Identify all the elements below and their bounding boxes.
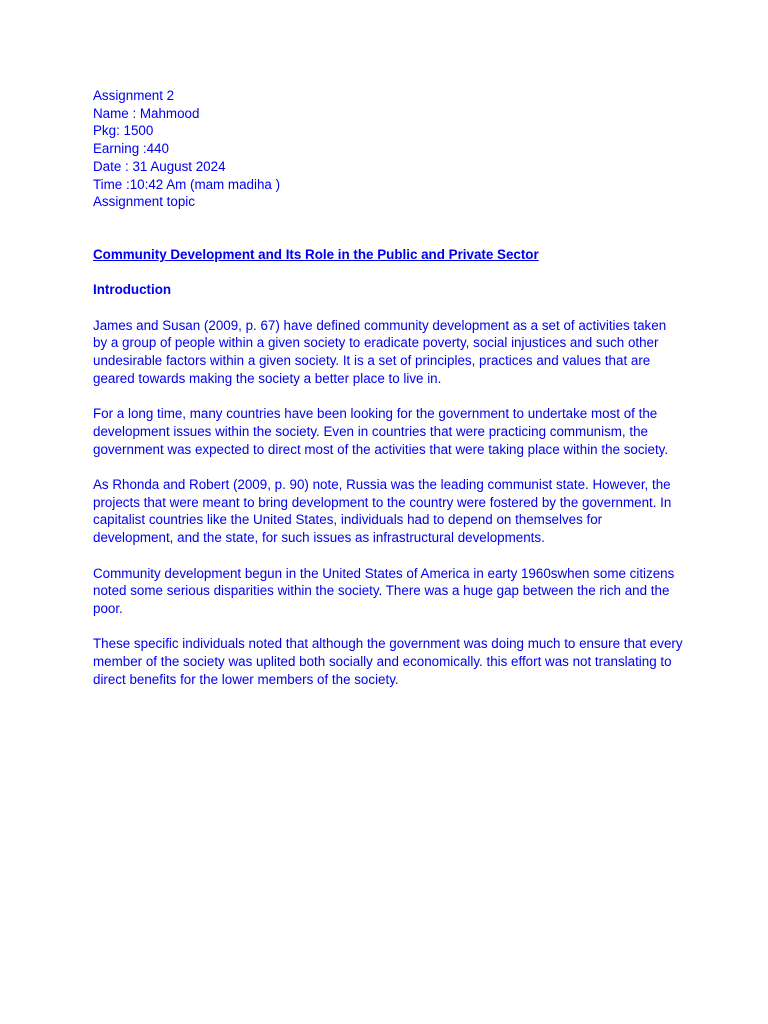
assignment-topic-label: Assignment topic (93, 194, 195, 210)
paragraph-benefits-gap: These specific individuals noted that although the government was doing much to ensure that every member of the society was uplited both socially and economically. this effort was not translating to direct benefits for the lower members of the society. (93, 636, 683, 687)
paragraph-us-origins: Community development begun in the United States of America in earty 1960swhen some citizens noted some serious disparities within the society. There was a huge gap between the rich and the poor. (93, 565, 675, 616)
introduction-heading: Introduction (93, 282, 172, 298)
document-title: Community Development and Its Role in the Public and Private Sector (93, 246, 539, 262)
package-amount: Pkg: 1500 (93, 123, 154, 139)
student-name: Name : Mahmood (93, 105, 200, 121)
assignment-date: Date : 31 August 2024 (93, 158, 226, 174)
earning-amount: Earning :440 (93, 141, 169, 157)
paragraph-definition: James and Susan (2009, p. 67) have defined community development as a set of activities taken by a group of people within a given society to eradicate poverty, social injustices and such other undesirable factors within a given society. It is a set of principles, practices and values that are geared towards making the society a better place to live in. (93, 317, 667, 386)
assignment-header (93, 87, 683, 211)
paragraph-government-role: For a long time, many countries have been looking for the government to undertake most of the development issues within the society. Even in countries that were practicing communism, the government was expected to direct most of the activities that were taking place within the society. (93, 406, 669, 457)
assignment-number: Assignment 2 (93, 88, 175, 103)
paragraph-russia-comparison: As Rhonda and Robert (2009, p. 90) note, Russia was the leading communist state. However, the projects that were meant to bring development to the country were fostered by the government. In capitalist countries like the United States, individuals had to depend on themselves for development, and the state, for such issues as infrastructural developments. (93, 477, 672, 546)
document-page (93, 87, 683, 688)
spacer (93, 211, 683, 246)
assignment-time: Time :10:42 Am (mam madiha ) (93, 176, 281, 192)
